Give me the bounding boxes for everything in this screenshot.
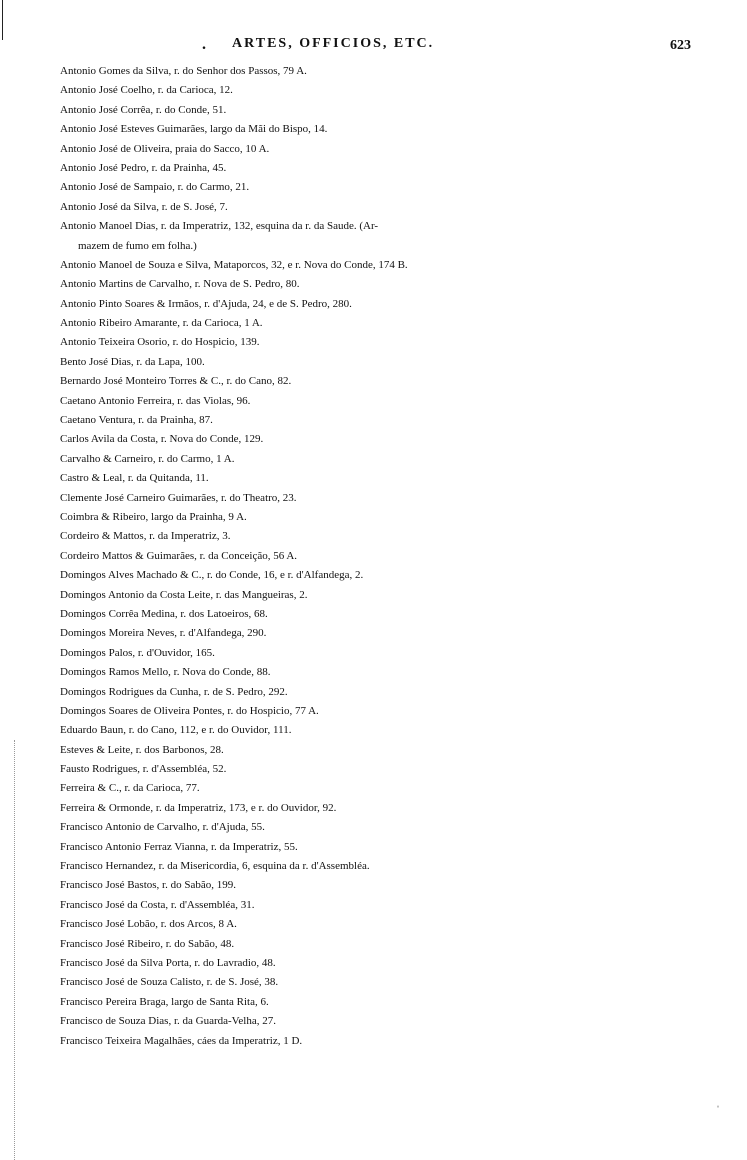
directory-entry: Francisco José Ribeiro, r. do Sabão, 48. (60, 937, 235, 950)
page-number: 623 (670, 38, 691, 53)
directory-entries (0, 62, 747, 1051)
directory-entry: Domingos Palos, r. d'Ouvidor, 165. (60, 646, 215, 659)
header-dot: . (202, 36, 206, 53)
directory-entry: Francisco Antonio Ferraz Vianna, r. da Imperatriz, 55. (60, 840, 298, 853)
directory-entry: Francisco Hernandez, r. da Misericordia, 6, esquina da r. d'Assembléa. (60, 860, 370, 873)
directory-entry: Francisco José da Costa, r. d'Assembléa, 31. (60, 898, 255, 911)
directory-entry: Antonio José Pedro, r. da Prainha, 45. (60, 161, 227, 174)
directory-entry: Domingos Alves Machado & C., r. do Conde, 16, e r. d'Alfandega, 2. (60, 569, 364, 582)
directory-entry: Antonio José Coelho, r. da Carioca, 12. (60, 84, 233, 97)
directory-entry: Antonio José Corrêa, r. do Conde, 51. (60, 103, 227, 116)
directory-entry: Fausto Rodrigues, r. d'Assembléa, 52. (60, 763, 227, 776)
directory-entry: Antonio Martins de Carvalho, r. Nova de S. Pedro, 80. (60, 278, 300, 291)
directory-entry: Francisco de Souza Dias, r. da Guarda-Velha, 27. (60, 1015, 276, 1028)
directory-entry: Antonio José Esteves Guimarães, largo da Mãi do Bispo, 14. (60, 123, 328, 136)
directory-entry: Eduardo Baun, r. do Cano, 112, e r. do Ouvidor, 111. (60, 724, 292, 737)
page-edge-mark (2, 0, 3, 40)
directory-entry: Francisco José Lobão, r. dos Arcos, 8 A. (60, 918, 237, 931)
directory-entry: Antonio Manoel Dias, r. da Imperatriz, 132, esquina da r. da Saude. (Ar- (60, 220, 379, 233)
directory-entry: Francisco José Bastos, r. do Sabão, 199. (60, 879, 236, 892)
directory-entry: Francisco Pereira Braga, largo de Santa Rita, 6. (60, 995, 269, 1008)
directory-entry: Francisco José de Souza Calisto, r. de S. José, 38. (60, 976, 279, 989)
directory-entry: Ferreira & C., r. da Carioca, 77. (60, 782, 200, 795)
directory-entry: Francisco José da Silva Porta, r. do Lavradio, 48. (60, 956, 276, 969)
directory-entry: Castro & Leal, r. da Quitanda, 11. (60, 472, 209, 485)
directory-entry: Antonio Teixeira Osorio, r. do Hospicio, 139. (60, 336, 260, 349)
running-header (0, 36, 747, 58)
directory-entry: Coimbra & Ribeiro, largo da Prainha, 9 A. (60, 510, 247, 523)
directory-entry: Antonio José da Silva, r. de S. José, 7. (60, 200, 228, 213)
directory-entry: Carvalho & Carneiro, r. do Carmo, 1 A. (60, 452, 235, 465)
directory-entry: Carlos Avila da Costa, r. Nova do Conde, 129. (60, 433, 264, 446)
directory-entry: Antonio José de Sampaio, r. do Carmo, 21. (60, 181, 250, 194)
directory-entry: Francisco Teixeira Magalhães, cáes da Imperatriz, 1 D. (60, 1034, 303, 1047)
directory-entry: Cordeiro Mattos & Guimarães, r. da Conceição, 56 A. (60, 549, 298, 562)
directory-entry: Domingos Soares de Oliveira Pontes, r. do Hospicio, 77 A. (60, 704, 319, 717)
directory-entry: Antonio Gomes da Silva, r. do Senhor dos Passos, 79 A. (60, 65, 307, 77)
section-title: ARTES, OFFICIOS, ETC. (232, 36, 435, 51)
directory-entry: Caetano Antonio Ferreira, r. das Violas, 96. (60, 394, 251, 407)
directory-entry: Bernardo José Monteiro Torres & C., r. do Cano, 82. (60, 375, 292, 388)
directory-entry: Domingos Corrêa Medina, r. dos Latoeiros, 68. (60, 607, 268, 620)
directory-entry: Domingos Antonio da Costa Leite, r. das Mangueiras, 2. (60, 588, 308, 601)
directory-entry: Domingos Ramos Mello, r. Nova do Conde, 88. (60, 666, 271, 679)
directory-entry: Caetano Ventura, r. da Prainha, 87. (60, 414, 213, 427)
corner-speck: ˌ (716, 1094, 720, 1108)
directory-entry: Antonio Pinto Soares & Irmãos, r. d'Ajuda, 24, e de S. Pedro, 280. (60, 297, 352, 310)
directory-entry: Ferreira & Ormonde, r. da Imperatriz, 173, e r. do Ouvidor, 92. (60, 801, 337, 814)
directory-entry: Clemente José Carneiro Guimarães, r. do Theatro, 23. (60, 491, 297, 504)
directory-entry: Antonio Ribeiro Amarante, r. da Carioca, 1 A. (60, 317, 263, 330)
directory-entry: Antonio Manoel de Souza e Silva, Mataporcos, 32, e r. Nova do Conde, 174 B. (60, 258, 408, 271)
directory-entry: Domingos Rodrigues da Cunha, r. de S. Pedro, 292. (60, 685, 288, 698)
directory-entry: Francisco Antonio de Carvalho, r. d'Ajuda, 55. (60, 821, 265, 834)
directory-entry: Esteves & Leite, r. dos Barbonos, 28. (60, 743, 224, 756)
directory-entry: Cordeiro & Mattos, r. da Imperatriz, 3. (60, 530, 231, 543)
directory-entry: Bento José Dias, r. da Lapa, 100. (60, 355, 205, 368)
directory-entry: Domingos Moreira Neves, r. d'Alfandega, 290. (60, 627, 267, 640)
directory-entry: Antonio José de Oliveira, praia do Sacco, 10 A. (60, 142, 270, 155)
directory-entry-continuation: mazem de fumo em folha.) (78, 239, 197, 252)
